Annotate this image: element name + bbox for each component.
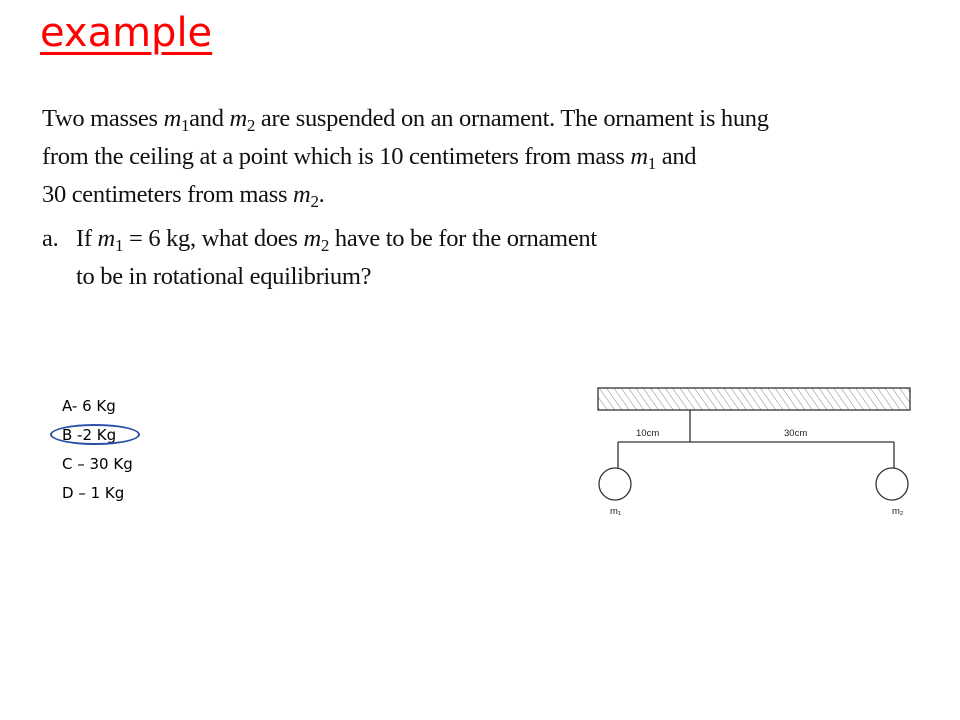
- problem-line-3: 30 centimeters from mass $m_2$.: [42, 181, 325, 211]
- mass2-label: m₂: [892, 506, 904, 517]
- right-distance-label: 30cm: [784, 428, 808, 439]
- left-distance-label: 10cm: [636, 428, 660, 439]
- choice-d[interactable]: D – 1 Kg: [62, 484, 125, 502]
- question-part-label: a.: [42, 225, 59, 252]
- problem-line-2: from the ceiling at a point which is 10 centimeters from mass $m_1$ and: [42, 143, 697, 173]
- ornament-diagram: [586, 380, 926, 520]
- problem-line-1: Two masses $m_1and$ $m_2$ are suspended on an ornament. The ornament is hung: [42, 105, 769, 135]
- question-line-2: to be in rotational equilibrium?: [76, 263, 372, 290]
- problem-statement: [42, 100, 769, 296]
- ceiling: [598, 388, 910, 410]
- mass2-circle: [876, 468, 908, 500]
- mass1-label: m₁: [610, 506, 622, 517]
- question-line-1: a. If $m_1 = 6$ kg, what does $m_2$ have to be for the ornament: [42, 220, 769, 258]
- choice-a[interactable]: A- 6 Kg: [62, 397, 116, 415]
- answer-choices: [62, 392, 133, 508]
- selected-answer-circle: [50, 424, 140, 445]
- choice-b[interactable]: B -2 Kg: [62, 421, 133, 450]
- mass1-circle: [599, 468, 631, 500]
- slide-title: example: [40, 10, 213, 56]
- choice-c[interactable]: C – 30 Kg: [62, 455, 133, 473]
